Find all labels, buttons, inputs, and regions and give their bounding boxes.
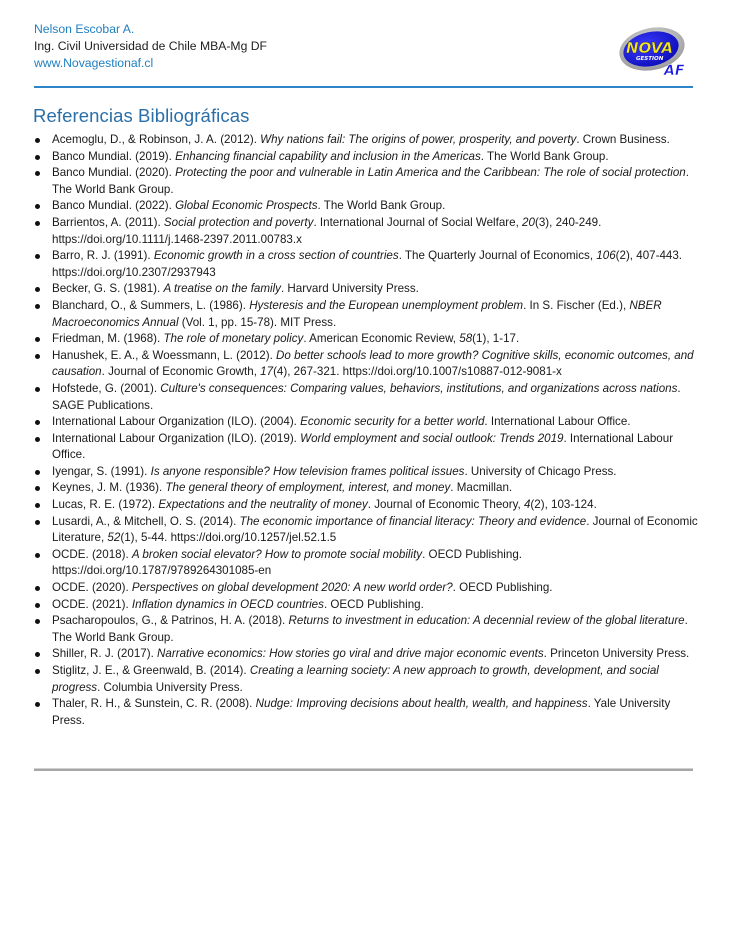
reference-title: Enhancing financial capability and inclusion in the Americas <box>175 149 481 163</box>
reference-item <box>34 198 699 215</box>
author-name: Nelson Escobar A. <box>34 22 135 36</box>
reference-title: Hysteresis and the European unemployment problem <box>249 298 524 312</box>
reference-details: (2), 103-124. <box>530 498 597 512</box>
reference-item <box>34 696 699 729</box>
website-link[interactable]: www.Novagestionaf.cl <box>34 56 154 70</box>
reference-volume: 20 <box>522 215 535 229</box>
reference-details: (3), 240-249. https://doi.org/10.1111/j.1468-2397.2011.00783.x <box>52 215 602 246</box>
reference-title: Economic growth in a cross section of countries <box>153 249 399 263</box>
reference-authors: Hanushek, E. A., & Woessmann, L. (2012). <box>52 348 277 362</box>
reference-item <box>34 165 699 198</box>
reference-source: . The World Bank Group. <box>52 614 688 644</box>
reference-authors: Becker, G. S. (1981). <box>52 282 164 296</box>
reference-title: Narrative economics: How stories go viral and drive major economic events <box>157 647 544 661</box>
section-title: Referencias Bibliográficas <box>33 105 250 126</box>
reference-title: The economic importance of financial literacy: Theory and evidence <box>239 514 587 528</box>
reference-authors: Banco Mundial. (2019). <box>52 149 176 163</box>
reference-title: Is anyone responsible? How television frames political issues <box>150 464 465 478</box>
reference-authors: Psacharopoulos, G., & Patrinos, H. A. (2018). <box>52 614 289 628</box>
reference-source: . OECD Publishing. https://doi.org/10.1787/9789264301085-en <box>52 547 522 578</box>
reference-source: . Journal of Economic Literature, <box>52 514 698 545</box>
reference-source: . International Labour Office. <box>52 431 674 462</box>
reference-details: (Vol. 1, pp. 15-78). MIT Press. <box>178 315 337 329</box>
reference-item <box>34 381 699 414</box>
reference-authors: Acemoglu, D., & Robinson, J. A. (2012). <box>52 133 261 146</box>
reference-authors: Shiller, R. J. (2017). <box>52 647 158 661</box>
reference-item <box>34 149 699 166</box>
reference-source: . The World Bank Group. <box>317 199 446 213</box>
reference-authors: Lusardi, A., & Mitchell, O. S. (2014). <box>52 514 240 528</box>
reference-title: Economic security for a better world <box>300 415 485 429</box>
reference-item <box>34 414 699 431</box>
reference-title: Culture's consequences: Comparing values, behaviors, institutions, and organizations across nations <box>160 381 678 395</box>
reference-title: Inflation dynamics in OECD countries <box>131 597 324 611</box>
reference-item <box>34 331 699 348</box>
reference-title: Nudge: Improving decisions about health, wealth, and happiness <box>255 697 588 711</box>
reference-authors: Banco Mundial. (2020). <box>52 166 176 180</box>
reference-authors: Keynes, J. M. (1936). <box>52 481 166 495</box>
reference-item <box>34 215 699 248</box>
reference-authors: International Labour Organization (ILO). (2019). <box>52 431 301 445</box>
reference-volume: 52 <box>107 531 121 545</box>
reference-authors: Hofstede, G. (2001). <box>52 381 161 395</box>
reference-item <box>34 663 699 696</box>
svg-text:GESTION: GESTION <box>636 56 664 62</box>
reference-title: Do better schools lead to more growth? Cognitive skills, economic outcomes, and causation <box>52 348 694 379</box>
reference-item <box>34 248 699 281</box>
reference-authors: Banco Mundial. (2022). <box>52 199 176 213</box>
reference-source: . Yale University Press. <box>52 697 671 727</box>
page-header <box>34 21 267 72</box>
footer-divider <box>34 768 693 771</box>
svg-text:AF: AF <box>664 63 685 78</box>
reference-details: (1), 5-44. https://doi.org/10.1257/jel.52.1.5 <box>120 531 337 545</box>
reference-item <box>34 431 699 464</box>
reference-title: The general theory of employment, interest, and money <box>165 481 451 495</box>
reference-source: . American Economic Review, <box>303 332 460 346</box>
logo-icon <box>618 26 690 78</box>
reference-source: . International Journal of Social Welfare, <box>313 215 523 229</box>
reference-source: . OECD Publishing. <box>323 597 424 611</box>
reference-source: . Harvard University Press. <box>280 282 419 296</box>
reference-item <box>34 132 699 149</box>
reference-authors: Barrientos, A. (2011). <box>52 215 164 229</box>
reference-item <box>34 348 699 381</box>
reference-volume: 17 <box>260 365 274 379</box>
reference-title: Expectations and the neutrality of money <box>158 498 368 512</box>
reference-source: . SAGE Publications. <box>52 381 681 412</box>
reference-source: . The World Bank Group. <box>52 166 689 196</box>
reference-volume: 106 <box>596 249 616 263</box>
header-divider <box>34 86 693 88</box>
reference-source: . International Labour Office. <box>484 415 631 429</box>
reference-source: . Princeton University Press. <box>543 647 690 661</box>
reference-authors: OCDE. (2021). <box>52 597 132 611</box>
reference-authors: OCDE. (2020). <box>52 581 132 595</box>
reference-item <box>34 298 699 331</box>
reference-authors: International Labour Organization (ILO). (2004). <box>52 415 301 429</box>
reference-details: (4), 267-321. https://doi.org/10.1007/s10887-012-9081-x <box>273 365 562 379</box>
reference-source: . Macmillan. <box>450 481 513 495</box>
reference-authors: Iyengar, S. (1991). <box>52 464 151 478</box>
reference-item <box>34 613 699 646</box>
reference-volume: 4 <box>523 498 531 512</box>
reference-item <box>34 597 699 614</box>
reference-title: The role of monetary policy <box>163 332 304 346</box>
reference-title: A broken social elevator? How to promote social mobility <box>131 547 423 561</box>
reference-item <box>34 480 699 497</box>
reference-title: A treatise on the family <box>163 282 281 296</box>
reference-details: (1), 1-17. <box>472 332 520 346</box>
reference-item <box>34 646 699 663</box>
reference-authors: OCDE. (2018). <box>52 547 132 561</box>
reference-source: . In S. Fischer (Ed.), <box>523 298 630 312</box>
reference-authors: Barro, R. J. (1991). <box>52 249 154 263</box>
reference-authors: Thaler, R. H., & Sunstein, C. R. (2008). <box>52 697 256 711</box>
nova-gestion-af-logo <box>618 26 690 78</box>
reference-title: Perspectives on global development 2020: A new world order? <box>131 581 453 595</box>
reference-item <box>34 547 699 580</box>
reference-title: Creating a learning society: A new approach to growth, development, and social progress <box>52 664 659 694</box>
reference-source: . OECD Publishing. <box>452 581 553 595</box>
reference-item <box>34 464 699 481</box>
reference-source: . Columbia University Press. <box>97 680 243 694</box>
reference-source: . The World Bank Group. <box>480 149 609 163</box>
reference-item <box>34 514 699 547</box>
reference-source: . Journal of Economic Growth, <box>101 365 261 379</box>
author-credentials: Ing. Civil Universidad de Chile MBA-Mg DF <box>34 39 267 53</box>
reference-source: . Crown Business. <box>576 133 670 146</box>
reference-title: Returns to investment in education: A decennial review of the global literature <box>288 614 685 628</box>
reference-item <box>34 281 699 298</box>
reference-item <box>34 580 699 597</box>
reference-title: Why nations fail: The origins of power, prosperity, and poverty <box>260 133 577 146</box>
reference-item <box>34 497 699 514</box>
reference-authors: Lucas, R. E. (1972). <box>52 498 159 512</box>
reference-title: Protecting the poor and vulnerable in Latin America and the Caribbean: The role of social protection <box>175 166 686 180</box>
reference-details: (2), 407-443. https://doi.org/10.2307/2937943 <box>52 249 683 279</box>
reference-authors: Friedman, M. (1968). <box>52 332 164 346</box>
svg-text:NOVA: NOVA <box>626 39 673 57</box>
reference-title: World employment and social outlook: Trends 2019 <box>300 431 564 445</box>
reference-source: . University of Chicago Press. <box>464 464 617 478</box>
reference-volume: NBER Macroeconomics Annual <box>52 298 662 329</box>
reference-title: Global Economic Prospects <box>175 199 318 213</box>
reference-authors: Stiglitz, J. E., & Greenwald, B. (2014). <box>52 664 250 677</box>
reference-authors: Blanchard, O., & Summers, L. (1986). <box>52 298 250 312</box>
reference-volume: 58 <box>459 332 473 346</box>
reference-source: . The Quarterly Journal of Economics, <box>398 249 597 263</box>
reference-title: Social protection and poverty <box>163 215 314 229</box>
reference-source: . Journal of Economic Theory, <box>367 498 524 512</box>
reference-list <box>34 132 699 729</box>
